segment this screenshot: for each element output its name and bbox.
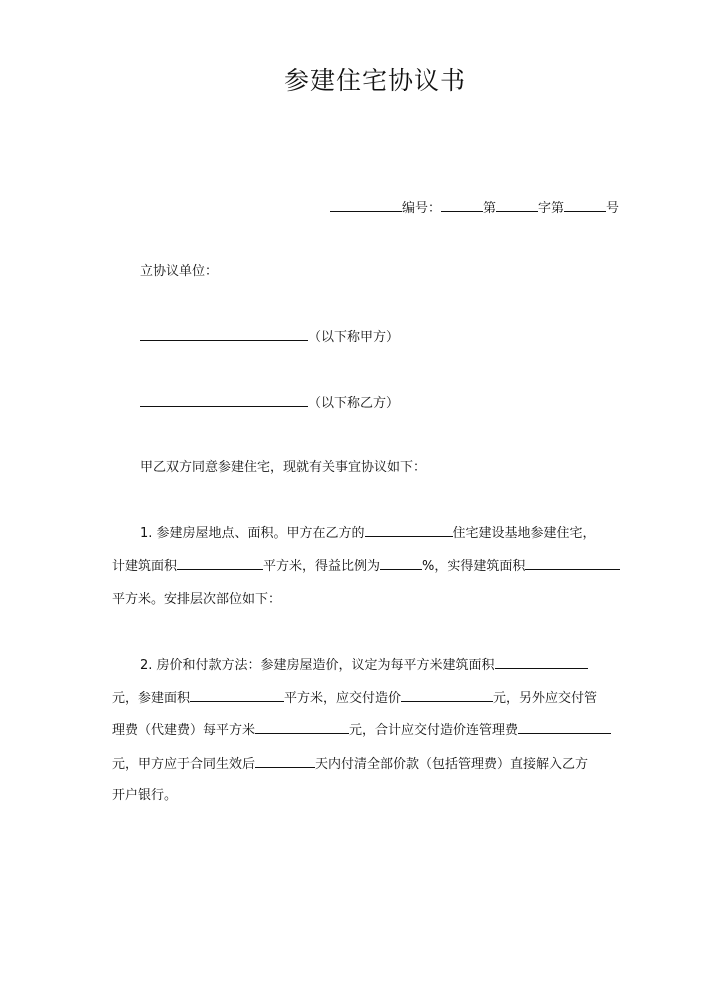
clause-2-text-c: 平方米，应交付造价 xyxy=(284,691,402,706)
clause-1-text-d: 平方米，得益比例为 xyxy=(263,559,381,574)
clause-1-blank-ratio xyxy=(380,556,422,570)
blank-number-3 xyxy=(564,198,606,212)
clause-1-blank-actual-area xyxy=(525,556,620,570)
clause-1-line-2 xyxy=(112,556,620,577)
label-hao: 号 xyxy=(606,201,620,216)
clause-1-line-3: 平方米。安排层次部位如下： xyxy=(112,592,282,607)
blank-prefix xyxy=(330,198,402,212)
party-b-line xyxy=(140,393,399,414)
clause-1-text-c: 计建筑面积 xyxy=(112,559,178,574)
party-a-line xyxy=(140,327,399,348)
label-di: 第 xyxy=(483,201,497,216)
label-bianhao: 编号： xyxy=(402,201,442,216)
clause-2-blank-unit-price xyxy=(495,655,588,669)
clause-1-text-e: %，实得建筑面积 xyxy=(422,559,526,574)
clause-2-blank-cost xyxy=(401,688,493,702)
agreement-intro: 甲乙双方同意参建住宅，现就有关事宜协议如下： xyxy=(140,460,427,475)
clause-2-text-e: 理费（代建费）每平方米 xyxy=(112,723,256,738)
clause-2-line-1 xyxy=(140,655,588,676)
clause-1-line-1 xyxy=(140,523,596,544)
party-a-blank xyxy=(140,327,308,341)
clause-2-blank-area xyxy=(190,688,284,702)
clause-2-text-g: 元，甲方应于合同生效后 xyxy=(112,757,256,772)
party-b-label: （以下称乙方） xyxy=(308,396,400,411)
clause-2-line-5: 开户银行。 xyxy=(112,788,178,803)
clause-2-line-2 xyxy=(112,688,597,709)
clause-2-blank-total xyxy=(518,720,611,734)
clause-2-text-d: 元，另外应交付管 xyxy=(493,691,598,706)
clause-1-blank-area xyxy=(177,556,263,570)
number-line xyxy=(330,198,619,219)
clause-1-text-a: 1. 参建房屋地点、面积。甲方在乙方的 xyxy=(140,526,365,541)
clause-2-text-h: 天内付清全部价款（包括管理费）直接解入乙方 xyxy=(315,757,589,772)
clause-2-text-a: 2. 房价和付款方法：参建房屋造价，议定为每平方米建筑面积 xyxy=(140,658,495,673)
clause-2-blank-days xyxy=(255,754,315,768)
parties-intro: 立协议单位： xyxy=(140,264,219,279)
clause-1-blank-location xyxy=(365,523,453,537)
clause-2-blank-fee xyxy=(255,720,349,734)
blank-number-2 xyxy=(496,198,538,212)
party-a-label: （以下称甲方） xyxy=(308,330,400,345)
clause-2-text-f: 元，合计应交付造价连管理费 xyxy=(349,723,519,738)
clause-2-line-3 xyxy=(112,720,611,741)
document-title: 参建住宅协议书 xyxy=(283,66,466,95)
clause-2-line-4 xyxy=(112,754,588,775)
party-b-blank xyxy=(140,393,308,407)
label-zi-di: 字第 xyxy=(538,201,565,216)
blank-number-1 xyxy=(441,198,483,212)
clause-1-text-b: 住宅建设基地参建住宅， xyxy=(452,526,596,541)
clause-2-text-b: 元，参建面积 xyxy=(112,691,191,706)
